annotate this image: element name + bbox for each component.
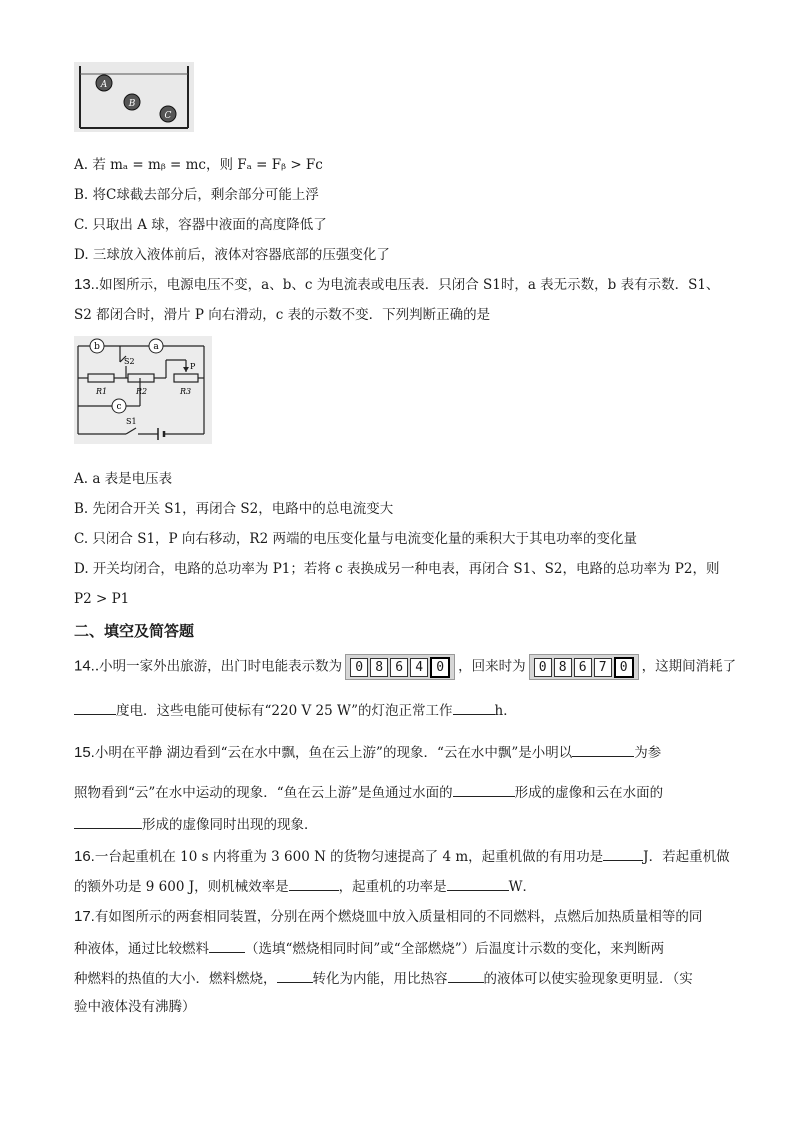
q12-option-c: C. 只取出 A 球，容器中液面的高度降低了 [74,217,327,233]
ball-a-label: A [100,80,108,90]
q15-blank-2[interactable] [453,782,515,797]
ball-c [160,106,176,122]
q14-blank-2[interactable] [453,700,495,715]
q12-container-figure [74,62,194,132]
svg-text:b: b [94,342,100,352]
q16-blank-2[interactable] [289,876,339,891]
meter-c [112,399,126,413]
meter-a [149,339,163,353]
q13-option-d-cont: P2 > P1 [74,591,130,607]
q12-option-a: A. 若 mₐ = mᵦ = mc，则 Fₐ = Fᵦ > Fc [74,157,323,173]
q12-option-d: D. 三球放入液体前后，液体对容器底部的压强变化了 [74,247,390,263]
meter-b [90,339,104,353]
q17-blank-2[interactable] [277,968,313,983]
q15-blank-3[interactable] [74,814,142,829]
ball-c-label: C [164,111,172,121]
meter-reading-return: 0 8 6 7 0 [529,654,639,680]
q14-number: 14. [74,657,95,675]
q13-option-d: D. 开关均闭合，电路的总功率为 P1；若将 c 表换成另一种电表，再闭合 S1、S2，电路的总功率为 P2，则 [74,561,720,577]
ball-b-label: B [128,99,136,109]
q14-blank-1[interactable] [74,700,116,715]
q16-line1: 16.一台起重机在 10 s 内将重为 3 600 N 的货物匀速提高了 4 m，起重机做的有用功是 J．若起重机做 [74,848,730,865]
q17-blank-1[interactable] [209,938,245,953]
q16-blank-1[interactable] [603,846,643,861]
q15-line3: 形成的虚像同时出现的现象． [74,814,318,834]
label-r3: R3 [180,387,192,396]
svg-text:c: c [116,402,122,412]
label-p: P [190,362,196,371]
q15-blank-1[interactable] [572,742,634,757]
meter-reading-departure: 0 8 6 4 0 [345,654,455,680]
q13-circuit-figure [74,336,212,444]
q13-stem-line1: 13..如图所示，电源电压不变，a、b、c 为电流表或电压表．只闭合 S1时，a 表无示数，b 表有示数．S1、 [74,276,720,293]
q13-option-a: A. a 表是电压表 [74,471,173,487]
q17-number: 17. [74,908,95,925]
ball-a [96,75,112,91]
q13-number: 13. [74,276,95,293]
q16-blank-3[interactable] [447,876,509,891]
q13-stem-line2: S2 都闭合时，滑片 P 向右滑动，c 表的示数不变．下列判断正确的是 [74,307,491,323]
ball-b [124,94,140,110]
label-r1: R1 [96,387,108,396]
q14-line1: 14..小明一家外出旅游，出门时电能表示数为 0 8 6 4 0 ，回来时为 0 8 6 7 0 ，这期间消耗了 [74,654,736,680]
q13-option-c: C. 只闭合 S1，P 向右移动，R2 两端的电压变化量与电流变化量的乘积大于其电功率的变化量 [74,531,637,547]
q16-line2: 的额外功是 9 600 J，则机械效率是 ，起重机的功率是 W． [74,876,536,896]
q17-line2: 种液体，通过比较燃料 （选填“燃烧相同时间”或“全部燃烧”）后温度计示数的变化，来判断两 [74,938,664,958]
label-r2: R2 [136,387,148,396]
q17-line4: 验中液体没有沸腾） [74,999,196,1015]
q15-line1: 15.小明在平静 湖边看到“云在水中飘，鱼在云上游”的现象．“云在水中飘”是小明以 为参 [74,744,662,761]
q17-line1: 17.有如图所示的两套相同装置，分别在两个燃烧皿中放入质量相同的不同燃料，点燃后加热质量相等的同 [74,908,703,925]
q14-line2: 度电．这些电能可使标有“220 V 25 W”的灯泡正常工作 h． [74,700,517,720]
q13-option-b: B. 先闭合开关 S1，再闭合 S2，电路中的总电流变大 [74,501,394,517]
q17-blank-3[interactable] [448,968,484,983]
section-heading: 二、填空及简答题 [74,622,195,640]
q12-option-b: B. 将C球截去部分后，剩余部分可能上浮 [74,187,319,203]
q17-line3: 种燃料的热值的大小．燃料燃烧， 转化为内能，用比热容 的液体可以使实验现象更明显．（实 [74,968,693,988]
label-s2: S2 [124,357,135,366]
q15-line2: 照物看到“云”在水中运动的现象．“鱼在云上游”是鱼通过水面的 形成的虚像和云在水面的 [74,782,663,802]
label-s1: S1 [126,417,137,426]
svg-text:a: a [153,342,159,352]
q16-number: 16. [74,848,95,865]
q15-number: 15. [74,744,95,761]
